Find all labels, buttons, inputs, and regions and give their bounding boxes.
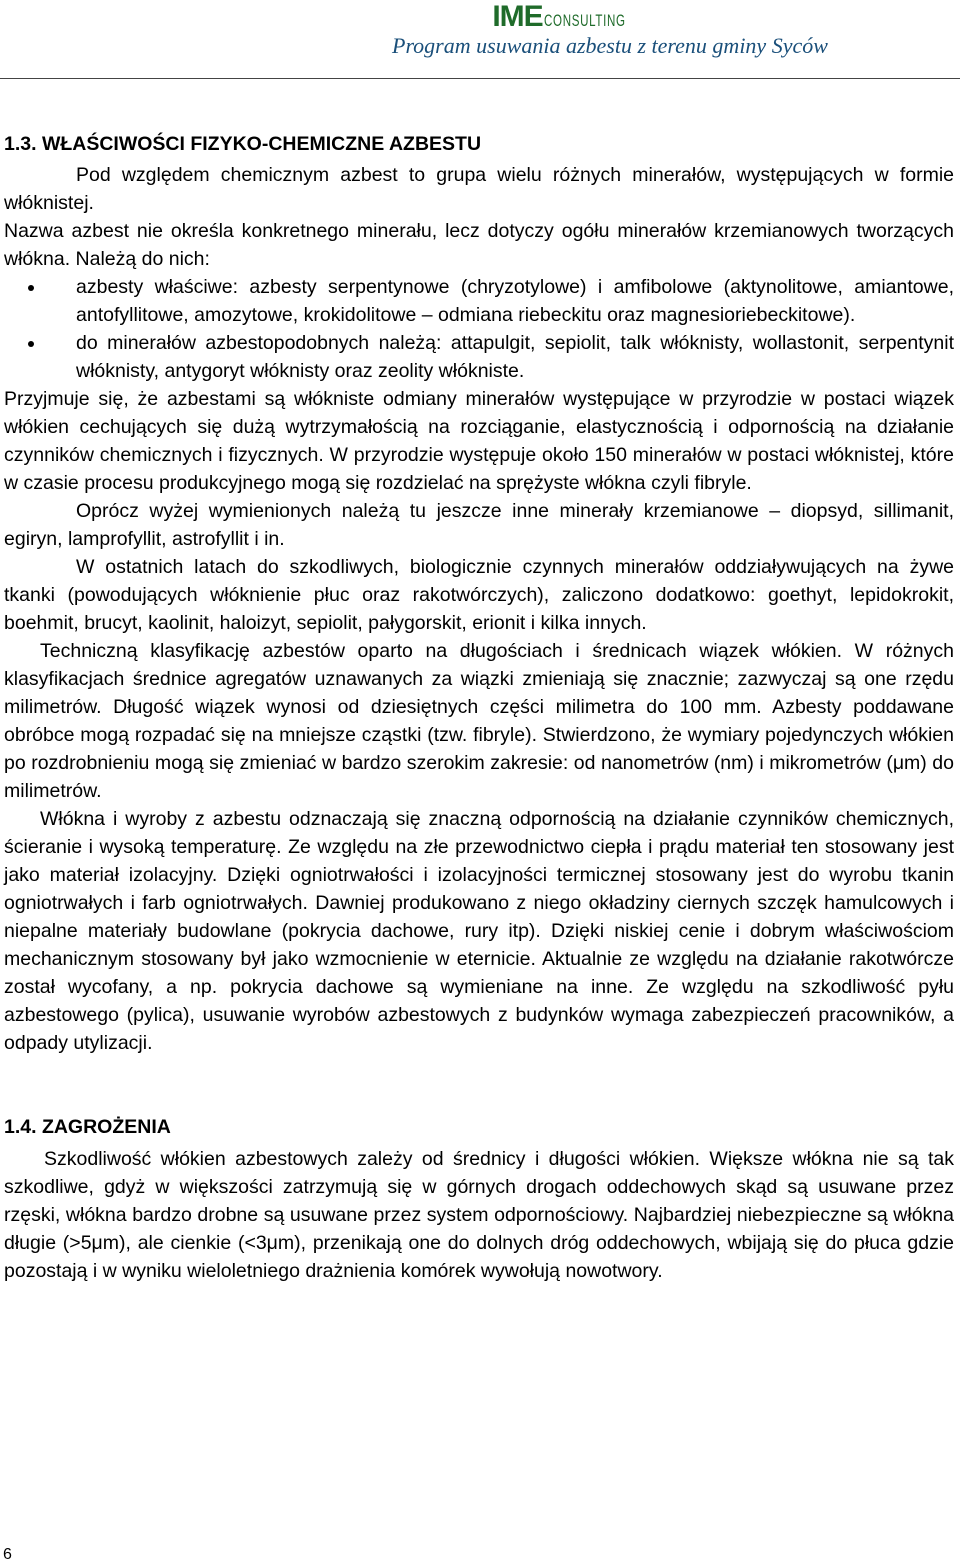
header-divider <box>0 78 960 79</box>
bullet-list <box>4 273 954 385</box>
list-item <box>4 329 954 385</box>
logo-consulting-text: CONSULTING <box>543 11 626 30</box>
paragraph: Włókna i wyroby z azbestu odznaczają się znaczną odpornością na działanie czynników chemicznych, ścieranie i wysoką temperaturę. Ze względu na złe przewodnictwo ciepła i prądu materiał ten stosowany jest jako materiał izolacyjny. Dzięki ogniotrwałości i izolacyjności termicznej stosowany jest do wyrobu tkanin ogniotrwałych i farb ogniotrwałych. Dawniej produkowano z niego okładziny ciernych szczęk hamulcowych i niepalne materiały budowlane (pokrycia dachowe, rury itp). Dzięki niskiej cenie i dobrym właściwościom mechanicznym stosowany był jako wzmocnienie w eternicie. Aktualnie ze względu na działanie rakotwórcze został wycofany, a np. pokrycia dachowe są wymieniane na inne. Ze względu na szkodliwość pyłu azbestowego (pylica), usuwanie wyrobów azbestowych z budynków wymaga zabezpieczeń pracowników, a odpady utylizacji. <box>4 808 954 1054</box>
section-heading-1-4: 1.4. ZAGROŻENIA <box>4 1116 171 1138</box>
page-number: 6 <box>3 1546 12 1563</box>
paragraph: Nazwa azbest nie określa konkretnego minerału, lecz dotyczy ogółu minerałów krzemianowych tworzących włókna. Należą do nich: <box>4 220 954 270</box>
ime-consulting-logo <box>492 0 626 33</box>
section-heading-1-3: 1.3. WŁAŚCIWOŚCI FIZYKO-CHEMICZNE AZBESTU <box>4 133 482 155</box>
document-body <box>4 130 954 1285</box>
paragraph: Szkodliwość włókien azbestowych zależy od średnicy i długości włókien. Większe włókna nie są tak szkodliwe, gdyż w większości zatrzymują się w górnych drogach oddechowych skąd są usuwane przez rzęski, włókna bardzo drobne są usuwane przez system odpornościowy. Najbardziej niebezpieczne są włókna długie (>5μm), ale cienkie (<3μm), przenikają one do dolnych dróg oddechowych, wbijają się do płuca gdzie pozostają i w wyniku wieloletniego drażnienia komórek wywołują nowotwory. <box>4 1148 954 1282</box>
page-header <box>392 0 828 62</box>
section-spacer <box>4 1057 954 1113</box>
paragraph: Pod względem chemicznym azbest to grupa wielu różnych minerałów, występujących w formie włóknistej. <box>4 164 954 214</box>
list-item-text: do minerałów azbestopodobnych należą: attapulgit, sepiolit, talk włóknisty, wollastonit, serpentynit włóknisty, antygoryt włóknisty oraz zeolity włókniste. <box>76 332 954 382</box>
logo-ime-text: IME <box>492 0 543 33</box>
paragraph: Przyjmuje się, że azbestami są włókniste odmiany minerałów występujące w przyrodzie w postaci wiązek włókien cechujących się dużą wytrzymałością na rozciąganie, elastycznością i odpornością na działanie czynników chemicznych i fizycznych. W przyrodzie występuje około 150 minerałów w postaci włóknistej, które w czasie procesu produkcyjnego mogą się rozdzielać na sprężyste włókna czyli fibryle. <box>4 388 954 494</box>
bullet-icon <box>28 285 34 291</box>
header-subtitle: Program usuwania azbestu z terenu gminy Syców <box>392 33 828 58</box>
paragraph: W ostatnich latach do szkodliwych, biologicznie czynnych minerałów oddziaływujących na żywe tkanki (powodujących włóknienie płuc oraz rakotwórczych), zaliczono dodatkowo: goethyt, lepidokrokit, boehmit, brucyt, kaolinit, haloizyt, sepiolit, pałygorskit, erionit i kilka innych. <box>4 556 954 634</box>
bullet-icon <box>28 341 34 347</box>
paragraph: Oprócz wyżej wymienionych należą tu jeszcze inne minerały krzemianowe – diopsyd, sillimanit, egiryn, lamprofyllit, astrofyllit i in. <box>4 500 954 550</box>
paragraph: Techniczną klasyfikację azbestów oparto na długościach i średnicach wiązek włókien. W różnych klasyfikacjach średnice agregatów uznawanych za wiązki zmieniają się znacznie; zazwyczaj są one rzędu milimetrów. Długość wiązek wynosi od dziesiętnych części milimetra do 100 mm. Azbesty poddawane obróbce mogą rozpadać się na mniejsze cząstki (tzw. fibryle). Stwierdzono, że wymiary pojedynczych włókien po rozdrobnieniu mogą się zmieniać w bardzo szerokim zakresie: od nanometrów (nm) i mikrometrów (μm) do milimetrów. <box>4 640 954 802</box>
list-item <box>4 273 954 329</box>
list-item-text: azbesty właściwe: azbesty serpentynowe (chryzotylowe) i amfibolowe (aktynolitowe, amiantowe, antofyllitowe, amozytowe, krokidolitowe – odmiana riebeckitu oraz magnesioriebeckitowe). <box>76 276 954 326</box>
